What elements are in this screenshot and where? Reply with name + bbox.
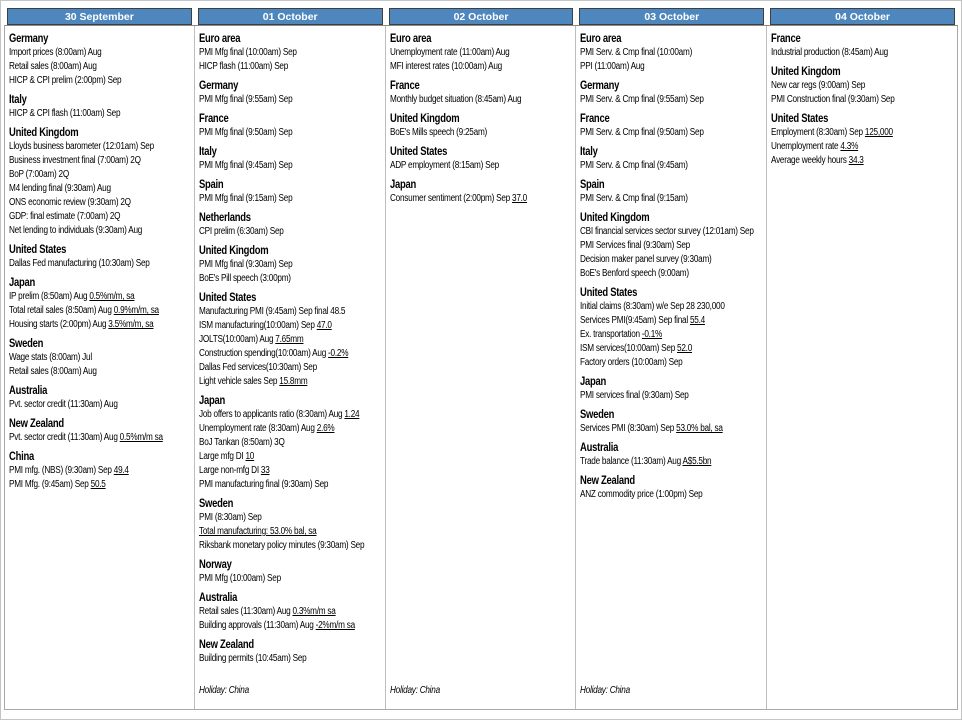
event-line <box>9 168 195 182</box>
event-line <box>9 304 195 318</box>
event-line <box>199 60 385 74</box>
event-text: Manufacturing PMI (9:45am) Sep final 48.5 <box>199 306 346 317</box>
event-value: 0.5%m/m, sa <box>89 291 135 302</box>
holiday-note: Holiday: China <box>199 685 250 696</box>
event-text: HICP & CPI prelim (2:00pm) Sep <box>9 75 122 86</box>
event-line <box>9 107 195 121</box>
event-text: PMI Serv. & Cmp final (9:55am) Sep <box>580 94 704 105</box>
country-group <box>580 474 761 502</box>
event-value: A$5.5bn <box>682 456 712 467</box>
event-line <box>771 140 957 154</box>
event-value: 37.0 <box>511 193 527 204</box>
event-text: Average weekly hours <box>770 155 849 166</box>
event-value: 3.5%m/m, sa <box>108 319 154 330</box>
country-group <box>9 93 190 121</box>
event-line <box>9 257 195 271</box>
event-text: CPI prelim (6:30am) Sep <box>199 226 284 237</box>
event-line <box>580 192 766 206</box>
event-line <box>199 319 385 333</box>
country-group <box>580 211 761 281</box>
event-text: PMI Mfg final (9:50am) Sep <box>199 127 293 138</box>
event-text: Light vehicle sales Sep <box>199 376 280 387</box>
event-line <box>9 140 195 154</box>
country-group <box>9 384 190 412</box>
event-line <box>9 398 195 412</box>
country-name: France <box>580 113 610 125</box>
country-name: Euro area <box>199 33 241 45</box>
event-line <box>199 408 385 422</box>
event-line <box>199 375 385 389</box>
country-name: Euro area <box>580 33 622 45</box>
event-text: Retail sales (11:30am) Aug <box>199 606 293 617</box>
event-text: Building approvals (11:30am) Aug <box>199 620 317 631</box>
country-name: Spain <box>580 179 605 191</box>
country-group <box>580 112 761 140</box>
country-group <box>771 65 953 107</box>
event-text: JOLTS(10:00am) Aug <box>199 334 276 345</box>
country-name: Japan <box>389 179 416 191</box>
event-line <box>199 347 385 361</box>
event-line <box>199 126 385 140</box>
event-line <box>771 79 957 93</box>
day-column <box>576 26 766 709</box>
event-line <box>580 300 766 314</box>
country-name: Australia <box>9 385 48 397</box>
country-group <box>580 441 761 469</box>
event-line <box>580 60 766 74</box>
country-name: United States <box>580 287 638 299</box>
country-group <box>9 276 190 332</box>
event-line <box>199 539 385 553</box>
country-group <box>199 112 380 140</box>
event-text: M4 lending final (9:30am) Aug <box>9 183 111 194</box>
country-group <box>580 145 761 173</box>
country-group <box>9 337 190 379</box>
event-value: 125,000 <box>864 127 893 138</box>
calendar-body-row <box>4 25 958 710</box>
event-value: 52.0 <box>677 343 693 354</box>
event-text: Job offers to applicants ratio (8:30am) Aug <box>199 409 345 420</box>
event-line <box>390 46 576 60</box>
event-text: PMI Mfg final (9:45am) Sep <box>199 160 293 171</box>
event-line <box>9 60 195 74</box>
event-text: PMI Mfg final (10:00am) Sep <box>199 47 298 58</box>
event-line <box>9 182 195 196</box>
event-line <box>771 46 957 60</box>
event-line <box>9 154 195 168</box>
country-group <box>390 145 571 173</box>
country-name: Sweden <box>199 498 234 510</box>
day-header: 04 October <box>770 8 955 25</box>
event-text: BoE's Benford speech (9:00am) <box>580 268 690 279</box>
event-text: Construction spending(10:00am) Aug <box>199 348 329 359</box>
country-group <box>199 145 380 173</box>
event-text: Monthly budget situation (8:45am) Aug <box>389 94 522 105</box>
event-value: 10 <box>245 451 255 462</box>
event-text: Net lending to individuals (9:30am) Aug <box>9 225 143 236</box>
event-text: Dallas Fed manufacturing (10:30am) Sep <box>9 258 150 269</box>
event-text: PMI Serv. & Cmp final (9:50am) Sep <box>580 127 704 138</box>
event-line <box>199 652 385 666</box>
event-line <box>580 389 766 403</box>
country-group <box>199 497 380 553</box>
event-text: BoE's Mills speech (9:25am) <box>389 127 487 138</box>
country-group <box>771 32 953 60</box>
country-group <box>390 112 571 140</box>
event-line <box>199 361 385 375</box>
event-text: Large non-mfg DI <box>199 465 262 476</box>
country-name: Australia <box>580 442 619 454</box>
event-text: ANZ commodity price (1:00pm) Sep <box>580 489 703 500</box>
event-value: 4.3% <box>839 141 858 152</box>
event-text: New car regs (9:00am) Sep <box>770 80 865 91</box>
event-text: Large mfg DI <box>199 451 246 462</box>
event-line <box>9 318 195 332</box>
country-name: New Zealand <box>580 475 636 487</box>
event-line <box>390 60 576 74</box>
event-text: PMI (8:30am) Sep <box>199 512 262 523</box>
event-value: 33 <box>261 465 270 476</box>
country-name: Euro area <box>389 33 432 45</box>
country-name: New Zealand <box>9 418 64 430</box>
country-name: Sweden <box>9 338 44 350</box>
event-text: GDP: final estimate (7:00am) 2Q <box>9 211 121 222</box>
country-group <box>199 558 380 586</box>
event-text: IP prelim (8:50am) Aug <box>9 291 90 302</box>
country-group <box>580 178 761 206</box>
event-text: PMI Mfg final (9:15am) Sep <box>199 193 293 204</box>
country-name: France <box>770 33 801 45</box>
event-text: CBI financial services sector survey (12:01am) Sep <box>580 226 754 237</box>
event-line <box>199 605 385 619</box>
event-text: Decision maker panel survey (9:30am) <box>580 254 712 265</box>
event-line <box>771 93 957 107</box>
event-line <box>199 572 385 586</box>
event-value: -0.1% <box>642 329 663 340</box>
country-name: Australia <box>199 592 238 604</box>
event-value: 0.9%m/m, sa <box>113 305 159 316</box>
event-text: Pvt. sector credit (11:30am) Aug <box>9 399 118 410</box>
day-header: 30 September <box>7 8 192 25</box>
event-value: 1.24 <box>344 409 360 420</box>
event-text: PMI Serv. & Cmp final (9:15am) <box>580 193 688 204</box>
country-name: New Zealand <box>199 639 255 651</box>
event-text: Initial claims (8:30am) w/e Sep 28 230,000 <box>580 301 725 312</box>
country-name: Germany <box>580 80 620 92</box>
country-group <box>199 291 380 389</box>
event-line <box>390 192 576 206</box>
country-name: United Kingdom <box>389 113 460 125</box>
event-text: BoJ Tankan (8:50am) 3Q <box>199 437 285 448</box>
event-value: 47.0 <box>317 320 333 331</box>
holiday-note: Holiday: China <box>389 685 440 696</box>
country-group <box>771 112 953 168</box>
event-text: PMI Construction final (9:30am) Sep <box>770 94 895 105</box>
event-text: BoP (7:00am) 2Q <box>9 169 69 180</box>
country-name: Italy <box>199 146 218 158</box>
event-line <box>580 422 766 436</box>
event-line <box>199 225 385 239</box>
country-name: United Kingdom <box>199 245 269 257</box>
event-line <box>580 455 766 469</box>
country-name: Japan <box>199 395 226 407</box>
event-text: MFI interest rates (10:00am) Aug <box>389 61 502 72</box>
event-line <box>9 290 195 304</box>
event-line <box>199 159 385 173</box>
event-line <box>9 46 195 60</box>
event-text: Pvt. sector credit (11:30am) Aug <box>9 432 120 443</box>
event-text: Ex. transportation <box>580 329 643 340</box>
event-text: Consumer sentiment (2:00pm) Sep <box>389 193 512 204</box>
country-group <box>199 32 380 74</box>
event-text: Building permits (10:45am) Sep <box>199 653 307 664</box>
day-column <box>386 26 576 709</box>
event-text: PMI Mfg final (9:30am) Sep <box>199 259 293 270</box>
event-line <box>580 328 766 342</box>
event-value: 55.4 <box>690 315 706 326</box>
country-group <box>199 178 380 206</box>
country-name: United States <box>389 146 447 158</box>
event-text: Services PMI(9:45am) Sep final <box>580 315 691 326</box>
event-value: 0.5%m/m sa <box>119 432 163 443</box>
country-name: United Kingdom <box>770 66 840 78</box>
country-name: Sweden <box>580 409 615 421</box>
event-value: 15.8mm <box>279 376 308 387</box>
event-line <box>580 126 766 140</box>
event-line <box>9 196 195 210</box>
event-line <box>199 478 385 492</box>
event-line <box>199 422 385 436</box>
event-text: PMI manufacturing final (9:30am) Sep <box>199 479 329 490</box>
event-text: Unemployment rate (8:30am) Aug <box>199 423 318 434</box>
country-group <box>199 591 380 633</box>
country-name: Spain <box>199 179 224 191</box>
event-text: PMI Serv. & Cmp final (10:00am) <box>580 47 693 58</box>
event-line <box>580 267 766 281</box>
country-group <box>580 32 761 74</box>
country-group <box>9 417 190 445</box>
country-group <box>390 79 571 107</box>
event-line <box>580 356 766 370</box>
country-name: Japan <box>9 277 36 289</box>
event-text: PMI Serv. & Cmp final (9:45am) <box>580 160 688 171</box>
country-group <box>199 79 380 107</box>
event-text: Factory orders (10:00am) Sep <box>580 357 683 368</box>
event-text: HICP flash (11:00am) Sep <box>199 61 289 72</box>
event-text: Lloyds business barometer (12:01am) Sep <box>9 141 154 152</box>
country-group <box>199 211 380 239</box>
country-name: Italy <box>9 94 27 106</box>
country-group <box>199 394 380 492</box>
country-name: Netherlands <box>199 212 252 224</box>
event-text: Trade balance (11:30am) Aug <box>580 456 683 467</box>
event-value: -0.2% <box>328 348 349 359</box>
country-group <box>199 244 380 286</box>
event-text: PMI Mfg final (9:55am) Sep <box>199 94 293 105</box>
event-line <box>9 478 195 492</box>
event-value: Total manufacturing: 53.0% bal, sa <box>199 526 317 537</box>
country-group <box>580 375 761 403</box>
country-name: United States <box>770 113 828 125</box>
event-line <box>9 224 195 238</box>
event-line <box>199 450 385 464</box>
event-line <box>580 239 766 253</box>
event-text: Retail sales (8:00am) Aug <box>9 366 97 377</box>
event-line <box>9 210 195 224</box>
country-name: Germany <box>9 33 49 45</box>
event-line <box>9 74 195 88</box>
day-header: 02 October <box>389 8 574 25</box>
event-text: PMI services final (9:30am) Sep <box>580 390 689 401</box>
event-value: 50.5 <box>90 479 106 490</box>
event-text: ONS economic review (9:30am) 2Q <box>9 197 131 208</box>
country-name: Germany <box>199 80 239 92</box>
country-group <box>390 178 571 206</box>
event-line <box>199 258 385 272</box>
event-line <box>9 365 195 379</box>
event-text: Industrial production (8:45am) Aug <box>770 47 888 58</box>
event-line <box>580 225 766 239</box>
event-text: ADP employment (8:15am) Sep <box>389 160 499 171</box>
event-line <box>199 511 385 525</box>
event-line <box>9 431 195 445</box>
event-line <box>199 46 385 60</box>
event-text: Import prices (8:00am) Aug <box>9 47 102 58</box>
country-group <box>580 408 761 436</box>
country-name: United Kingdom <box>580 212 650 224</box>
calendar-header-row <box>4 8 958 25</box>
event-line <box>580 93 766 107</box>
event-text: Housing starts (2:00pm) Aug <box>9 319 109 330</box>
day-header: 01 October <box>198 8 383 25</box>
holiday-note: Holiday: China <box>580 685 631 696</box>
country-name: United Kingdom <box>9 127 79 139</box>
event-text: Total retail sales (8:50am) Aug <box>9 305 114 316</box>
event-line <box>390 126 576 140</box>
event-text: PMI mfg. (NBS) (9:30am) Sep <box>9 465 114 476</box>
event-text: Wage stats (8:00am) Jul <box>9 352 92 363</box>
country-group <box>9 126 190 238</box>
event-line <box>771 154 957 168</box>
event-text: Riksbank monetary policy minutes (9:30am) Sep <box>199 540 365 551</box>
event-text: Services PMI (8:30am) Sep <box>580 423 677 434</box>
event-line <box>199 333 385 347</box>
event-line <box>199 192 385 206</box>
event-value: -2%m/m sa <box>316 620 356 631</box>
country-name: United States <box>199 292 257 304</box>
day-header: 03 October <box>579 8 764 25</box>
event-line <box>390 159 576 173</box>
day-column <box>767 26 957 709</box>
event-text: Employment (8:30am) Sep <box>770 127 865 138</box>
country-group <box>9 32 190 88</box>
country-group <box>580 79 761 107</box>
event-line <box>199 272 385 286</box>
event-value: 53.0% bal, sa <box>676 423 723 434</box>
event-line <box>580 488 766 502</box>
country-name: France <box>199 113 229 125</box>
event-line <box>9 351 195 365</box>
event-line <box>580 159 766 173</box>
event-value: 49.4 <box>113 465 129 476</box>
country-group <box>9 450 190 492</box>
event-text: PMI Mfg (10:00am) Sep <box>199 573 282 584</box>
country-name: China <box>9 451 34 463</box>
country-group <box>9 243 190 271</box>
event-text: BoE's Pill speech (3:00pm) <box>199 273 292 284</box>
event-text: ISM services(10:00am) Sep <box>580 343 678 354</box>
event-line <box>199 305 385 319</box>
day-column <box>195 26 385 709</box>
event-line <box>199 436 385 450</box>
event-value: 34.3 <box>848 155 864 166</box>
country-name: United States <box>9 244 67 256</box>
country-name: Norway <box>199 559 232 571</box>
event-text: PMI Services final (9:30am) Sep <box>580 240 691 251</box>
country-name: France <box>389 80 420 92</box>
event-line <box>580 46 766 60</box>
event-text: Unemployment rate <box>770 141 840 152</box>
event-line <box>580 314 766 328</box>
event-text: PMI Mfg. (9:45am) Sep <box>9 479 91 490</box>
event-line <box>9 464 195 478</box>
country-group <box>580 286 761 370</box>
event-line <box>199 464 385 478</box>
event-text: Business investment final (7:00am) 2Q <box>9 155 141 166</box>
event-line <box>580 253 766 267</box>
country-name: Japan <box>580 376 607 388</box>
event-text: Dallas Fed services(10:30am) Sep <box>199 362 318 373</box>
event-value: 7.65mm <box>275 334 304 345</box>
event-text: Retail sales (8:00am) Aug <box>9 61 97 72</box>
event-line <box>771 126 957 140</box>
event-text: ISM manufacturing(10:00am) Sep <box>199 320 318 331</box>
event-text: PPI (11:00am) Aug <box>580 61 645 72</box>
country-group <box>390 32 571 74</box>
event-line <box>580 342 766 356</box>
event-line <box>199 93 385 107</box>
event-value: 2.6% <box>317 423 335 434</box>
day-column <box>5 26 195 709</box>
event-value: 0.3%m/m sa <box>292 606 336 617</box>
event-text: HICP & CPI flash (11:00am) Sep <box>9 108 121 119</box>
event-text: Unemployment rate (11:00am) Aug <box>389 47 510 58</box>
country-name: Italy <box>580 146 598 158</box>
event-line <box>199 619 385 633</box>
event-line <box>390 93 576 107</box>
event-line <box>199 525 385 539</box>
country-group <box>199 638 380 666</box>
